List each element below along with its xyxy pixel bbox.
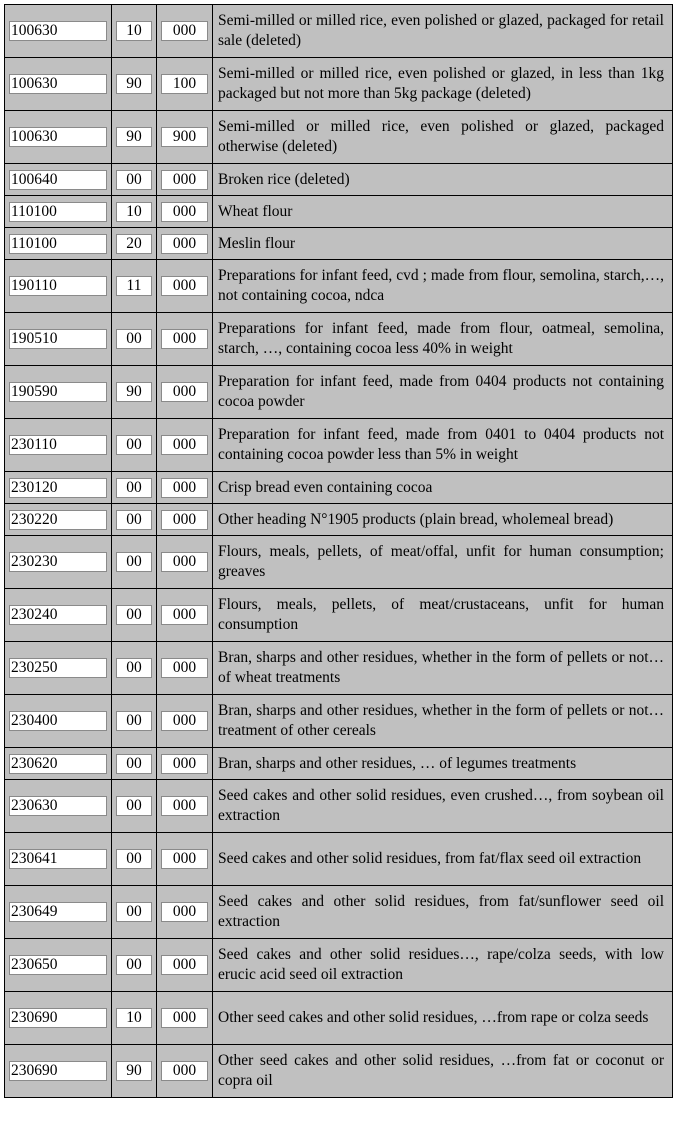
description-cell: Flours, meals, pellets, of meat/offal, unfit for human consumption; greaves bbox=[213, 536, 673, 589]
subheading-cell bbox=[112, 111, 157, 164]
description-cell: Seed cakes and other solid residues, even crushed…, from soybean oil extraction bbox=[213, 780, 673, 833]
hs-code-cell bbox=[5, 695, 112, 748]
hs-code-field: 230641 bbox=[9, 849, 107, 869]
national-code-cell bbox=[157, 504, 213, 536]
table-row bbox=[5, 642, 673, 695]
hs-code-cell bbox=[5, 5, 112, 58]
subheading-field: 20 bbox=[116, 234, 152, 254]
hs-code-field: 100630 bbox=[9, 74, 107, 94]
hs-code-field: 230220 bbox=[9, 510, 107, 530]
national-code-cell bbox=[157, 780, 213, 833]
subheading-cell bbox=[112, 164, 157, 196]
description-cell: Preparations for infant feed, made from flour, oatmeal, semolina, starch, …, containing cocoa less 40% in weight bbox=[213, 313, 673, 366]
national-code-field: 000 bbox=[161, 202, 208, 222]
national-code-cell bbox=[157, 419, 213, 472]
subheading-cell bbox=[112, 5, 157, 58]
subheading-field: 10 bbox=[116, 202, 152, 222]
hs-code-cell bbox=[5, 992, 112, 1045]
national-code-cell bbox=[157, 833, 213, 886]
hs-code-cell bbox=[5, 748, 112, 780]
national-code-cell bbox=[157, 695, 213, 748]
description-cell: Broken rice (deleted) bbox=[213, 164, 673, 196]
table-row bbox=[5, 228, 673, 260]
table-row bbox=[5, 472, 673, 504]
subheading-field: 90 bbox=[116, 382, 152, 402]
national-code-cell bbox=[157, 472, 213, 504]
hs-code-field: 100630 bbox=[9, 127, 107, 147]
hs-code-field: 230649 bbox=[9, 902, 107, 922]
description-cell: Meslin flour bbox=[213, 228, 673, 260]
subheading-field: 00 bbox=[116, 754, 152, 774]
subheading-field: 11 bbox=[116, 276, 152, 296]
subheading-field: 00 bbox=[116, 796, 152, 816]
national-code-cell bbox=[157, 5, 213, 58]
national-code-cell bbox=[157, 992, 213, 1045]
subheading-field: 90 bbox=[116, 127, 152, 147]
national-code-field: 000 bbox=[161, 170, 208, 190]
hs-code-field: 100630 bbox=[9, 21, 107, 41]
table-row bbox=[5, 992, 673, 1045]
national-code-cell bbox=[157, 939, 213, 992]
subheading-field: 90 bbox=[116, 1061, 152, 1081]
table-row bbox=[5, 886, 673, 939]
hs-code-field: 100640 bbox=[9, 170, 107, 190]
hs-code-field: 230620 bbox=[9, 754, 107, 774]
hs-code-cell bbox=[5, 366, 112, 419]
description-cell: Bran, sharps and other residues, … of legumes treatments bbox=[213, 748, 673, 780]
subheading-field: 00 bbox=[116, 329, 152, 349]
hs-code-field: 230250 bbox=[9, 658, 107, 678]
subheading-field: 00 bbox=[116, 605, 152, 625]
hs-code-cell bbox=[5, 833, 112, 886]
subheading-cell bbox=[112, 886, 157, 939]
subheading-cell bbox=[112, 992, 157, 1045]
hs-code-cell bbox=[5, 260, 112, 313]
subheading-field: 00 bbox=[116, 849, 152, 869]
description-cell: Preparation for infant feed, made from 0401 to 0404 products not containing cocoa powder less than 5% in weight bbox=[213, 419, 673, 472]
subheading-cell bbox=[112, 228, 157, 260]
table-row bbox=[5, 196, 673, 228]
hs-code-cell bbox=[5, 111, 112, 164]
description-cell: Bran, sharps and other residues, whether in the form of pellets or not… treatment of other cereals bbox=[213, 695, 673, 748]
description-cell: Seed cakes and other solid residues, from fat/sunflower seed oil extraction bbox=[213, 886, 673, 939]
subheading-field: 10 bbox=[116, 21, 152, 41]
subheading-field: 00 bbox=[116, 170, 152, 190]
national-code-field: 000 bbox=[161, 329, 208, 349]
national-code-field: 000 bbox=[161, 658, 208, 678]
hs-code-cell bbox=[5, 313, 112, 366]
subheading-field: 00 bbox=[116, 658, 152, 678]
table-row bbox=[5, 833, 673, 886]
national-code-field: 000 bbox=[161, 435, 208, 455]
description-cell: Preparation for infant feed, made from 0404 products not containing cocoa powder bbox=[213, 366, 673, 419]
table-row bbox=[5, 419, 673, 472]
hs-code-cell bbox=[5, 536, 112, 589]
hs-code-field: 230400 bbox=[9, 711, 107, 731]
description-cell: Seed cakes and other solid residues, from fat/flax seed oil extraction bbox=[213, 833, 673, 886]
subheading-cell bbox=[112, 589, 157, 642]
subheading-cell bbox=[112, 695, 157, 748]
table-row bbox=[5, 748, 673, 780]
hs-code-cell bbox=[5, 228, 112, 260]
national-code-field: 000 bbox=[161, 21, 208, 41]
table-row bbox=[5, 164, 673, 196]
table-row bbox=[5, 313, 673, 366]
national-code-cell bbox=[157, 111, 213, 164]
hs-code-cell bbox=[5, 780, 112, 833]
description-cell: Seed cakes and other solid residues…, rape/colza seeds, with low erucic acid seed oil extraction bbox=[213, 939, 673, 992]
hs-code-cell bbox=[5, 58, 112, 111]
hs-code-cell bbox=[5, 419, 112, 472]
table-row bbox=[5, 260, 673, 313]
table-row bbox=[5, 939, 673, 992]
description-cell: Bran, sharps and other residues, whether in the form of pellets or not…of wheat treatments bbox=[213, 642, 673, 695]
description-cell: Wheat flour bbox=[213, 196, 673, 228]
national-code-field: 000 bbox=[161, 510, 208, 530]
hs-code-field: 190590 bbox=[9, 382, 107, 402]
national-code-field: 000 bbox=[161, 849, 208, 869]
national-code-cell bbox=[157, 164, 213, 196]
hs-code-field: 230110 bbox=[9, 435, 107, 455]
subheading-cell bbox=[112, 419, 157, 472]
table-row bbox=[5, 695, 673, 748]
table-row bbox=[5, 5, 673, 58]
hs-code-field: 110100 bbox=[9, 202, 107, 222]
tariff-table bbox=[4, 4, 673, 1098]
hs-code-field: 230650 bbox=[9, 955, 107, 975]
table-row bbox=[5, 589, 673, 642]
subheading-cell bbox=[112, 472, 157, 504]
hs-code-field: 190110 bbox=[9, 276, 107, 296]
national-code-field: 000 bbox=[161, 796, 208, 816]
subheading-cell bbox=[112, 1045, 157, 1098]
subheading-cell bbox=[112, 642, 157, 695]
subheading-field: 00 bbox=[116, 478, 152, 498]
subheading-cell bbox=[112, 748, 157, 780]
national-code-cell bbox=[157, 228, 213, 260]
subheading-cell bbox=[112, 260, 157, 313]
table-row bbox=[5, 366, 673, 419]
national-code-cell bbox=[157, 366, 213, 419]
subheading-cell bbox=[112, 196, 157, 228]
national-code-field: 000 bbox=[161, 605, 208, 625]
hs-code-cell bbox=[5, 939, 112, 992]
national-code-cell bbox=[157, 886, 213, 939]
hs-code-field: 110100 bbox=[9, 234, 107, 254]
description-cell: Flours, meals, pellets, of meat/crustaceans, unfit for human consumption bbox=[213, 589, 673, 642]
national-code-field: 000 bbox=[161, 711, 208, 731]
subheading-field: 00 bbox=[116, 955, 152, 975]
hs-code-field: 230630 bbox=[9, 796, 107, 816]
subheading-cell bbox=[112, 58, 157, 111]
national-code-field: 000 bbox=[161, 1061, 208, 1081]
hs-code-cell bbox=[5, 589, 112, 642]
subheading-field: 00 bbox=[116, 902, 152, 922]
national-code-cell bbox=[157, 536, 213, 589]
hs-code-cell bbox=[5, 642, 112, 695]
hs-code-cell bbox=[5, 164, 112, 196]
subheading-cell bbox=[112, 780, 157, 833]
subheading-cell bbox=[112, 504, 157, 536]
national-code-field: 000 bbox=[161, 382, 208, 402]
description-cell: Other heading N°1905 products (plain bread, wholemeal bread) bbox=[213, 504, 673, 536]
national-code-cell bbox=[157, 1045, 213, 1098]
national-code-field: 000 bbox=[161, 955, 208, 975]
national-code-field: 000 bbox=[161, 552, 208, 572]
description-cell: Other seed cakes and other solid residues, …from fat or coconut or copra oil bbox=[213, 1045, 673, 1098]
description-cell: Semi-milled or milled rice, even polished or glazed, in less than 1kg packaged but not more than 5kg package (deleted) bbox=[213, 58, 673, 111]
table-row bbox=[5, 536, 673, 589]
national-code-cell bbox=[157, 196, 213, 228]
subheading-field: 00 bbox=[116, 711, 152, 731]
hs-code-cell bbox=[5, 196, 112, 228]
national-code-cell bbox=[157, 313, 213, 366]
national-code-field: 000 bbox=[161, 234, 208, 254]
hs-code-field: 230690 bbox=[9, 1061, 107, 1081]
subheading-field: 00 bbox=[116, 435, 152, 455]
national-code-field: 100 bbox=[161, 74, 208, 94]
national-code-field: 000 bbox=[161, 754, 208, 774]
table-row bbox=[5, 780, 673, 833]
hs-code-field: 230690 bbox=[9, 1008, 107, 1028]
national-code-cell bbox=[157, 748, 213, 780]
subheading-field: 90 bbox=[116, 74, 152, 94]
table-row bbox=[5, 1045, 673, 1098]
national-code-field: 900 bbox=[161, 127, 208, 147]
table-row bbox=[5, 58, 673, 111]
tariff-table-body bbox=[5, 5, 673, 1098]
subheading-field: 00 bbox=[116, 510, 152, 530]
national-code-cell bbox=[157, 260, 213, 313]
national-code-field: 000 bbox=[161, 478, 208, 498]
subheading-cell bbox=[112, 939, 157, 992]
description-cell: Other seed cakes and other solid residues, …from rape or colza seeds bbox=[213, 992, 673, 1045]
national-code-cell bbox=[157, 58, 213, 111]
subheading-cell bbox=[112, 366, 157, 419]
hs-code-cell bbox=[5, 1045, 112, 1098]
description-cell: Preparations for infant feed, cvd ; made from flour, semolina, starch,…, not containing cocoa, ndca bbox=[213, 260, 673, 313]
hs-code-field: 230240 bbox=[9, 605, 107, 625]
national-code-cell bbox=[157, 642, 213, 695]
national-code-field: 000 bbox=[161, 276, 208, 296]
subheading-cell bbox=[112, 536, 157, 589]
subheading-field: 10 bbox=[116, 1008, 152, 1028]
hs-code-field: 190510 bbox=[9, 329, 107, 349]
description-cell: Semi-milled or milled rice, even polished or glazed, packaged otherwise (deleted) bbox=[213, 111, 673, 164]
subheading-field: 00 bbox=[116, 552, 152, 572]
hs-code-field: 230120 bbox=[9, 478, 107, 498]
hs-code-field: 230230 bbox=[9, 552, 107, 572]
table-row bbox=[5, 111, 673, 164]
subheading-cell bbox=[112, 833, 157, 886]
hs-code-cell bbox=[5, 472, 112, 504]
hs-code-cell bbox=[5, 886, 112, 939]
national-code-cell bbox=[157, 589, 213, 642]
table-row bbox=[5, 504, 673, 536]
subheading-cell bbox=[112, 313, 157, 366]
description-cell: Crisp bread even containing cocoa bbox=[213, 472, 673, 504]
hs-code-cell bbox=[5, 504, 112, 536]
description-cell: Semi-milled or milled rice, even polished or glazed, packaged for retail sale (deleted) bbox=[213, 5, 673, 58]
national-code-field: 000 bbox=[161, 1008, 208, 1028]
national-code-field: 000 bbox=[161, 902, 208, 922]
